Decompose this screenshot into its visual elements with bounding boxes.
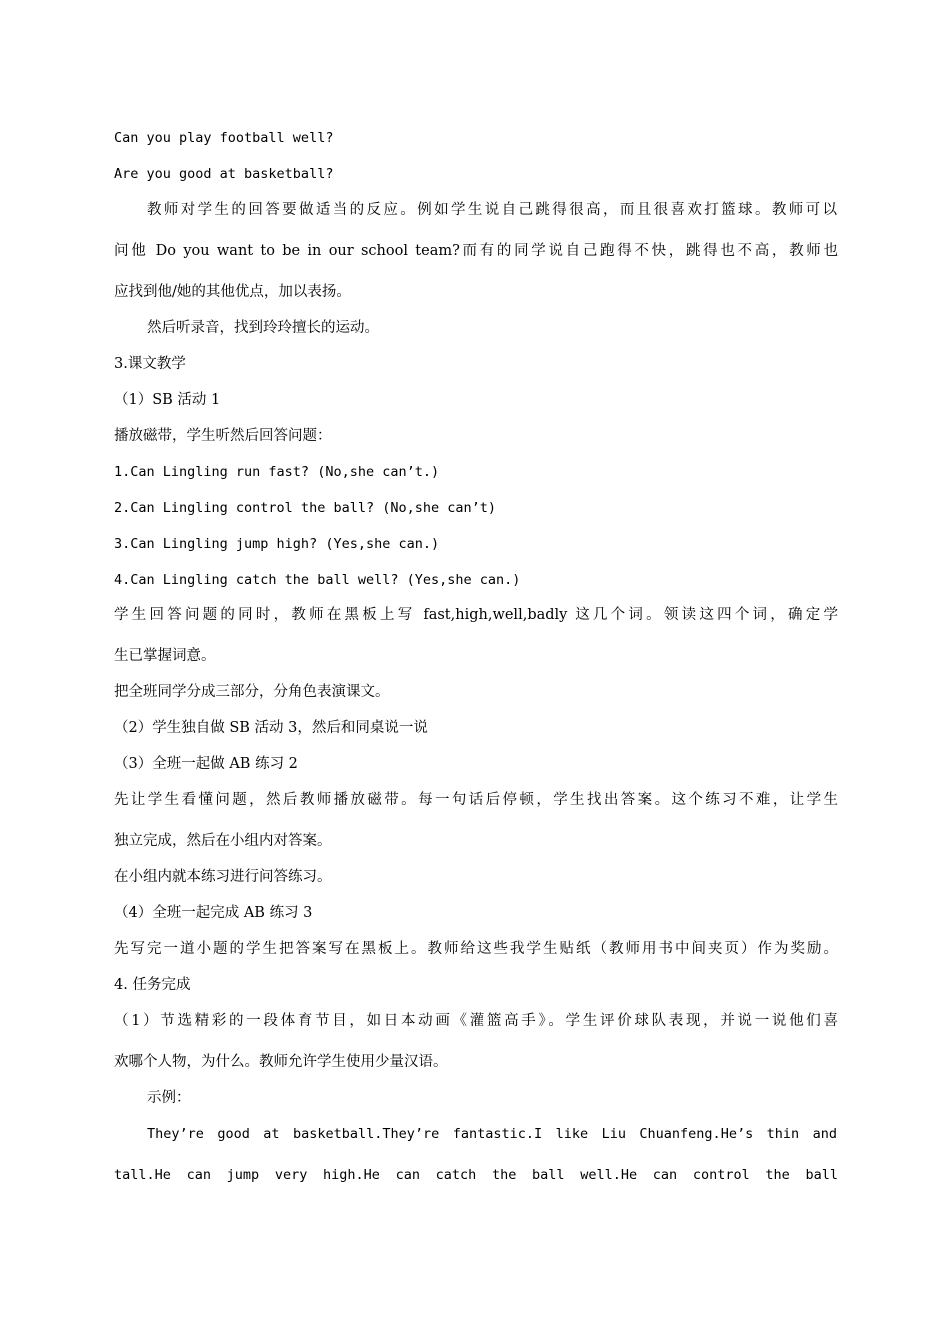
text-line: 应找到他/她的其他优点，加以表扬。 <box>114 284 351 300</box>
text-line: （1）SB 活动 1 <box>114 392 221 408</box>
text-line: 欢哪个人物，为什么。教师允许学生使用少量汉语。 <box>114 1054 448 1070</box>
text-line: （1）节选精彩的一段体育节目，如日本动画《灌篮高手》。学生评价球队表现，并说一说他们喜 <box>114 1013 838 1029</box>
text-line: 生已掌握词意。 <box>114 648 216 664</box>
section-heading: 3.课文教学 <box>114 356 186 372</box>
text-line: 先写完一道小题的学生把答案写在黑板上。教师给这些我学生贴纸（教师用书中间夹页）作为奖励。 <box>114 941 838 957</box>
text-line: 教师对学生的回答要做适当的反应。例如学生说自己跳得很高，而且很喜欢打篮球。教师可以 <box>147 202 837 218</box>
example-line: tall.He can jump very high.He can catch the ball well.He can control the ball <box>114 1167 838 1183</box>
text-line: 学生回答问题的同时，教师在黑板上写 fast,high,well,badly 这几个词。领读这四个词，确定学 <box>114 607 838 623</box>
text-line: 把全班同学分成三部分，分角色表演课文。 <box>114 684 390 700</box>
question-line: 3.Can Lingling jump high? (Yes,she can.) <box>114 536 440 552</box>
text-line: Are you good at basketball? <box>114 166 334 182</box>
text-line: 在小组内就本练习进行问答练习。 <box>114 869 332 885</box>
text-line: 示例： <box>147 1090 191 1106</box>
text-line: （2）学生独自做 SB 活动 3，然后和同桌说一说 <box>114 720 428 736</box>
text-line: （3）全班一起做 AB 练习 2 <box>114 756 298 772</box>
section-heading: 4. 任务完成 <box>114 977 191 993</box>
text-line: 然后听录音，找到玲玲擅长的运动。 <box>147 320 379 336</box>
text-line: 先让学生看懂问题，然后教师播放磁带。每一句话后停顿，学生找出答案。这个练习不难，让学生 <box>114 792 838 808</box>
question-line: 2.Can Lingling control the ball? (No,she can’t) <box>114 500 497 516</box>
question-line: 1.Can Lingling run fast? (No,she can’t.) <box>114 464 440 480</box>
text-line: Can you play football well? <box>114 130 334 146</box>
text-line: 独立完成，然后在小组内对答案。 <box>114 833 332 849</box>
text-line: 播放磁带，学生听然后回答问题： <box>114 428 332 444</box>
text-line: （4）全班一起完成 AB 练习 3 <box>114 905 313 921</box>
text-line: 问他 Do you want to be in our school team?而有的同学说自己跑得不快，跳得也不高，教师也 <box>114 243 838 259</box>
example-line: They’re good at basketball.They’re fantastic.I like Liu Chuanfeng.He’s thin and <box>147 1126 837 1142</box>
question-line: 4.Can Lingling catch the ball well? (Yes,she can.) <box>114 572 521 588</box>
